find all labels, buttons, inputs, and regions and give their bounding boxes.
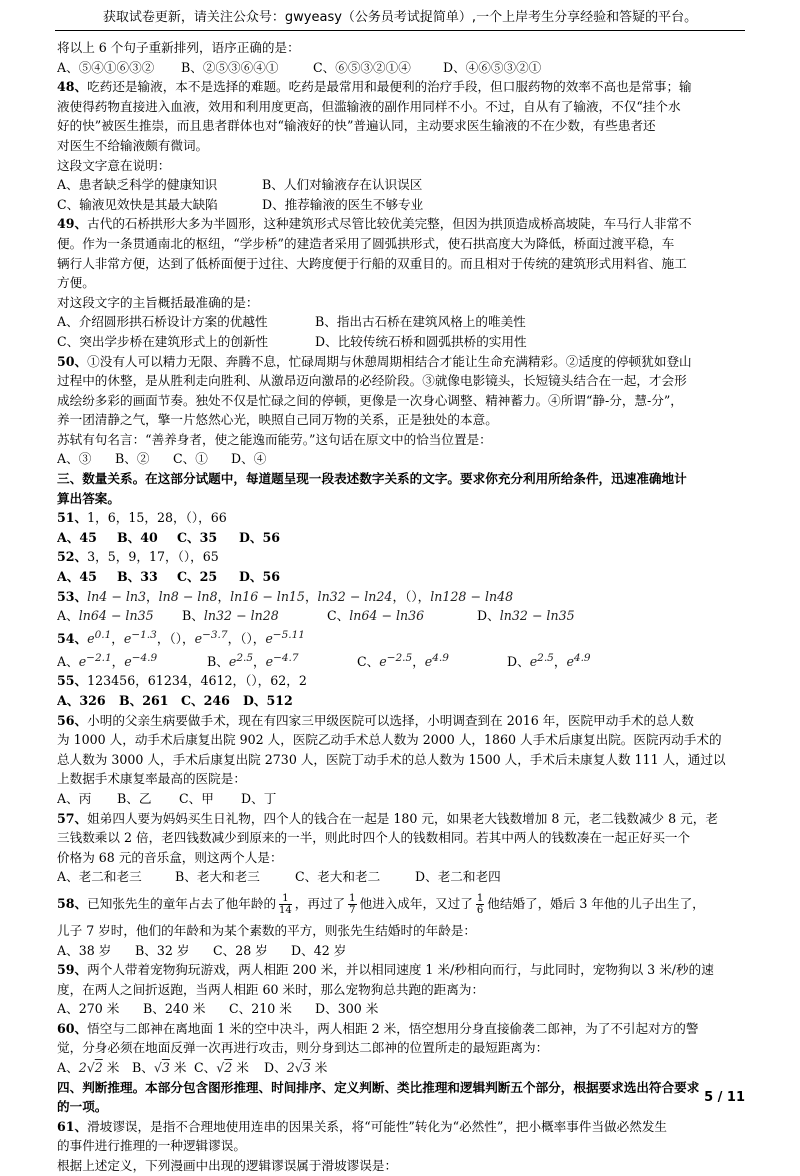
q50-line-4: 养一团清静之气，擎一片悠然心光，映照自己同万物的关系，正是独处的本意。: [57, 412, 498, 428]
q51-option-a: A、45: [57, 529, 97, 545]
q49-option-b: B、指出古石桥在建筑风格上的唯美性: [315, 314, 526, 330]
q50-options: [57, 449, 745, 469]
q53-option-b: B、ln32 − ln28: [182, 608, 279, 624]
q57-line-2: 三钱数乘以 2 倍，老四钱数减少到原来的一半，则此时四个人的钱数相同。若其中两人的钱数凑在一起正好买一个: [57, 830, 691, 846]
q48-line-4: 对医生不给输液颇有微词。: [57, 137, 209, 153]
q53-term-3: ln16 − ln15: [230, 588, 305, 604]
q60-option-d: D、2√3 米: [264, 1060, 328, 1076]
q49-line-2: 便。作为一条贯通南北的枢纽，“学步桥”的建造者采用了圆弧拱形式，使石拱高度大为降低，桥面过渡平稳，车: [57, 235, 675, 251]
q50-option-b: B、②: [115, 451, 150, 467]
q53-option-c: C、ln64 − ln36: [327, 608, 425, 624]
q56-line-1: 56、小明的父亲生病要做手术，现在有四家三甲级医院可以选择，小明调查到在 2016 年，医院甲动手术的总人数: [57, 712, 694, 728]
q47-option-b: B、②⑤③⑥④①: [181, 59, 279, 75]
q55-option-a: A、326: [57, 692, 106, 708]
q58-number: 58、: [57, 895, 88, 911]
q48-option-d: D、推荐输液的医生不够专业: [262, 196, 424, 212]
q56-option-c: C、甲: [179, 790, 214, 806]
q59-option-d: D、300 米: [315, 1001, 379, 1017]
q49-number: 49、: [57, 216, 88, 232]
q49-options-row-2: [57, 332, 745, 352]
q54-option-b: B、$e^{2.5}$，$e^{-4.7}$: [207, 651, 299, 669]
q54-term-1: $e^{0.1}$: [87, 628, 112, 646]
q50-number: 50、: [57, 353, 88, 369]
q53-term-2: ln8 − ln8: [158, 588, 218, 604]
q54-blank-2: （）: [240, 631, 253, 646]
q57-line-3: 价格为 68 元的音乐盒，则这两个人是：: [57, 849, 283, 865]
q57-number: 57、: [57, 810, 88, 826]
q54-options: [57, 649, 745, 672]
q61-prompt: 根据上述定义，下列漫画中出现的逻辑谬误属于滑坡谬误是：: [57, 1158, 398, 1174]
q53-term-4: ln32 − ln24: [317, 588, 393, 604]
q60-number: 60、: [57, 1020, 88, 1036]
q49-options-row-1: [57, 312, 745, 332]
q55-stem: 55、123456，61234，4612，（），62，2: [57, 673, 307, 689]
q50-line-2: 过程中的休整，是从胜利走向胜利、从激昂迈向激昂的必经阶段。③就像电影镜头，长短镜头结合在一起，才会形: [57, 373, 687, 389]
q48-number: 48、: [57, 79, 88, 95]
q50-option-a: A、③: [57, 451, 92, 467]
q47-option-a: A、⑤④①⑥③②: [57, 59, 155, 75]
section-4-heading: 四、判断推理。本部分包含图形推理、时间排序、定义判断、类比推理和逻辑判断五个部分，根据要求选出符合要求: [57, 1079, 700, 1095]
q52-number: 52、: [57, 549, 88, 565]
q54-option-d: D、$e^{2.5}$，$e^{4.9}$: [507, 651, 591, 669]
q54-term-4: $e^{-3.7}$: [194, 628, 228, 646]
q56-line-3: 总人数为 3000 人，手术后康复出院 2730 人，医院丁动手术的总人数为 1500 人，手术后未康复人数 111 人，通过以: [57, 751, 726, 767]
q48-options-row-2: [57, 195, 745, 215]
q55-options: [57, 691, 745, 711]
q50-option-c: C、①: [173, 451, 208, 467]
q50-line-1: 50、①没有人可以精力无限、奔腾不息，忙碌周期与休憩周期相结合才能让生命充满精彩。②适度的停顿犹如登山: [57, 353, 692, 369]
q61-number: 61、: [57, 1118, 88, 1134]
q60-option-a: A、2√2 米: [57, 1060, 120, 1076]
q48-options-row-1: [57, 175, 745, 195]
q48-prompt: 这段文字意在说明：: [57, 157, 171, 173]
q59-option-a: A、270 米: [57, 1001, 120, 1017]
top-banner: 获取试卷更新，请关注公众号：gwyeasy（公务员考试捉简单）,一个上岸考生分享经验和答疑的平台。: [102, 10, 698, 25]
q60-options: [57, 1058, 745, 1078]
q52-option-d: D、56: [239, 569, 281, 585]
section-3-heading: 三、数量关系。在这部分试题中，每道题呈现一段表述数字关系的文字。要求你充分利用所给条件，迅速准确地计: [57, 471, 687, 487]
q59-number: 59、: [57, 962, 88, 978]
q54-stem: 54、$e^{0.1}$，$e^{-1.3}$，（），$e^{-3.7}$，（），$e^{-5.11}$: [57, 628, 305, 646]
q49-option-c: C、突出学步桥在建筑形式上的创新性: [57, 333, 269, 349]
q50-prompt: 苏轼有句名言：“善养身者，使之能逸而能劳。”这句话在原文中的恰当位置是：: [57, 431, 492, 447]
q55-number: 55、: [57, 673, 88, 689]
q58-option-c: C、28 岁: [213, 942, 268, 958]
q49-line-4: 方便。: [57, 275, 95, 291]
q53-number: 53、: [57, 588, 88, 604]
q60-line-2: 觉，分身必须在地面反弹一次再进行攻击，则分身到达二郎神的位置所走的最短距离为：: [57, 1040, 549, 1056]
q52-options: [57, 567, 745, 587]
q53-option-d: D、ln32 − ln35: [477, 608, 575, 624]
q60-line-1: 60、悟空与二郎神在离地面 1 米的空中决斗，两人相距 2 米，悟空想用分身直接偷袭二郎神，为了不引起对方的警: [57, 1020, 699, 1036]
q59-line-2: 度，在两人之间折返跑，当两人相距 60 米时，那么宠物狗总共跑的距离为：: [57, 981, 485, 997]
q58-option-d: D、42 岁: [291, 942, 347, 958]
q48-option-a: A、患者缺乏科学的健康知识: [57, 177, 218, 193]
q58-line-2: 儿子 7 岁时，他们的年龄和为某个素数的平方，则张先生结婚时的年龄是：: [57, 922, 477, 938]
q47-options: [57, 58, 745, 78]
q53-term-1: ln4 − ln3: [87, 588, 146, 604]
q49-line-1: 49、古代的石桥拱形大多为半圆形，这种建筑形式尽管比较优美完整，但因为拱顶造成桥高坡陡，车马行人非常不: [57, 216, 692, 232]
section-3-heading-cont: 算出答案。: [57, 490, 120, 506]
q57-options: [57, 867, 745, 887]
q51-number: 51、: [57, 510, 88, 526]
q54-term-2: $e^{-1.3}$: [123, 628, 157, 646]
q52-option-a: A、45: [57, 569, 97, 585]
q49-line-3: 辆行人非常方便，达到了低桥面便于过往、大跨度便于行船的双重目的。而且相对于传统的建筑形式用料省、施工: [57, 255, 687, 271]
q49-prompt: 对这段文字的主旨概括最准确的是：: [57, 294, 259, 310]
q51-stem: 51、1，6，15，28，（），66: [57, 510, 227, 526]
q58-option-b: B、32 岁: [135, 942, 190, 958]
q57-option-c: C、老大和老二: [295, 869, 381, 885]
q59-line-1: 59、两个人带着宠物狗玩游戏，两人相距 200 米，并以相同速度 1 米/秒相向而行，与此同时，宠物狗以 3 米/秒的速: [57, 962, 714, 978]
q56-option-a: A、丙: [57, 790, 92, 806]
q53-option-a: A、ln64 − ln35: [57, 608, 154, 624]
q50-option-d: D、④: [231, 451, 267, 467]
q48-line-3: 好的快”被医生推崇，而且患者群体也对“输液好的快”普遍认同，主动要求医生输液的不在少数，有些患者还: [57, 118, 656, 134]
q51-options: [57, 528, 745, 548]
q55-option-b: B、261: [119, 692, 169, 708]
q55-option-c: C、246: [181, 692, 230, 708]
q57-option-a: A、老二和老三: [57, 869, 142, 885]
q56-line-4: 上数据手术康复率最高的医院是：: [57, 771, 246, 787]
q61-line-1: 61、滑坡谬误，是指不合理地使用连串的因果关系，将“可能性”转化为“必然性”，把小概率事件当做必然发生: [57, 1118, 668, 1134]
q54-option-a: A、$e^{-2.1}$，$e^{-4.9}$: [57, 651, 158, 669]
q57-option-b: B、老大和老三: [175, 869, 260, 885]
q48-line-2: 液使得药物直接进入血液，效用和利用度更高，但滥输液的副作用同样不小。不过，自从有了输液，不仅“挂个水: [57, 98, 681, 114]
section-4-heading-cont: 的一项。: [57, 1099, 108, 1115]
q54-blank-1: （）: [169, 631, 183, 646]
q51-option-d: D、56: [239, 529, 281, 545]
q48-line-1: 48、吃药还是输液，本不是选择的难题。吃药是最常用和最便利的治疗手段，但口服药物的效率不高也是常事；输: [57, 79, 692, 95]
q51-option-b: B、40: [117, 529, 158, 545]
q54-term-6: $e^{-5.11}$: [265, 628, 305, 646]
q56-line-2: 为 1000 人，动手术后康复出院 902 人，医院乙动手术总人数为 2000 人，1860 人手术后康复出院。医院丙动手术的: [57, 732, 722, 748]
q56-option-d: D、丁: [241, 790, 277, 806]
q51-option-c: C、35: [177, 529, 218, 545]
q49-option-d: D、比较传统石桥和圆弧拱桥的实用性: [315, 333, 527, 349]
q47-option-c: C、⑥⑤③②①④: [313, 59, 411, 75]
q52-stem: 52、3，5，9，17，（），65: [57, 549, 219, 565]
q49-option-a: A、介绍圆形拱石桥设计方案的优越性: [57, 314, 268, 330]
q58-fraction-1: $\frac{1}{14}$: [279, 892, 292, 916]
q53-stem: 53、ln4 − ln3，ln8 − ln8，ln16 − ln15，ln32 − ln24，（），ln128 − ln48: [57, 588, 514, 604]
q55-option-d: D、512: [243, 692, 293, 708]
q54-option-c: C、$e^{-2.5}$，$e^{4.9}$: [357, 651, 449, 669]
q56-option-b: B、乙: [117, 790, 152, 806]
q59-option-b: B、240 米: [143, 1001, 206, 1017]
q53-term-6: ln128 − ln48: [430, 588, 514, 604]
q47-option-d: D、④⑥⑤③②①: [443, 59, 542, 75]
q50-line-3: 成绘纷多彩的画面节奏。独处不仅是忙碌之间的停顿，更像是一次身心调整、精神蓄力。④所谓“静-分，慧-分”，: [57, 392, 683, 408]
q60-option-b: B、√3 米: [132, 1060, 187, 1076]
q52-option-c: C、25: [177, 569, 218, 585]
q57-option-d: D、老二和老四: [415, 869, 501, 885]
q48-option-b: B、人们对输液存在认识误区: [262, 177, 423, 193]
page-number: 5 / 11: [704, 1090, 745, 1105]
q47-prompt: 将以上 6 个句子重新排列，语序正确的是：: [57, 40, 300, 55]
q58-fraction-3: $\frac{1}{6}$: [476, 892, 484, 916]
q58-line-1: 58、已知张先生的童年占去了他年龄的 $\frac{1}{14}$ ，再过了 $\frac{1}{7}$ 他进入成年，又过了 $\frac{1}{6}$ 他结婚了，婚后 3 年他的儿子出生了，: [57, 892, 705, 916]
q58-fraction-2: $\frac{1}{7}$: [349, 892, 356, 916]
banner-divider: [55, 30, 745, 31]
q56-options: [57, 789, 745, 809]
q58-options: [57, 941, 745, 961]
q61-line-2: 的事件进行推理的一种逻辑谬误。: [57, 1138, 246, 1154]
q52-option-b: B、33: [117, 569, 158, 585]
page-content: [57, 38, 745, 1176]
q59-options: [57, 999, 745, 1019]
q48-option-c: C、输液见效快是其最大缺陷: [57, 196, 218, 212]
q53-options: [57, 606, 745, 626]
q53-blank: （）: [405, 588, 418, 604]
q56-number: 56、: [57, 712, 88, 728]
q54-number: 54、: [57, 631, 88, 646]
q60-option-c: C、√2 米: [194, 1060, 249, 1076]
q58-option-a: A、38 岁: [57, 942, 112, 958]
q59-option-c: C、210 米: [229, 1001, 292, 1017]
q57-line-1: 57、姐弟四人要为妈妈买生日礼物，四个人的钱合在一起是 180 元，如果老大钱数增加 8 元，老二钱数减少 8 元，老: [57, 810, 718, 826]
